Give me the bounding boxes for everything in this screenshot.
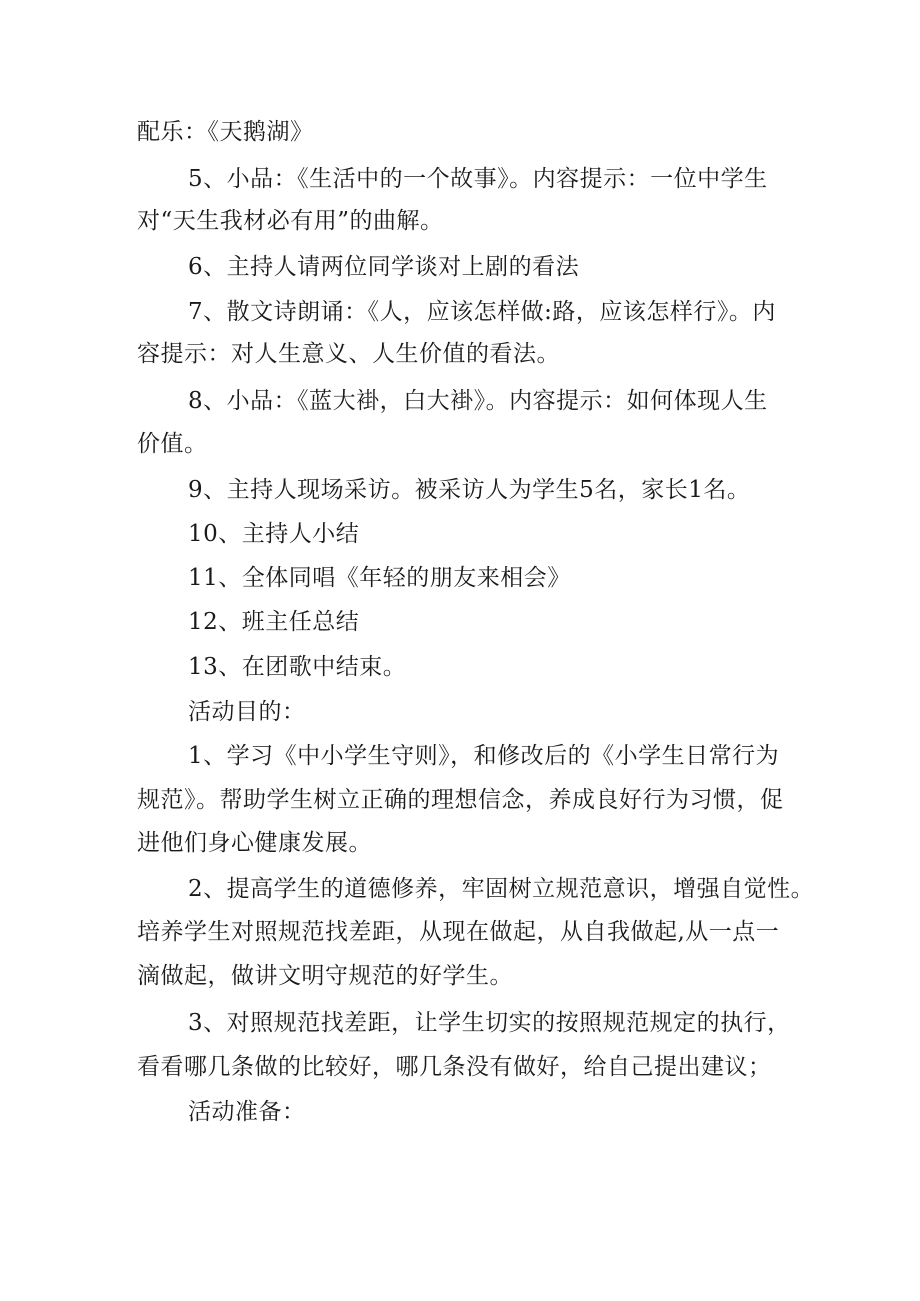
- text-line: 进他们身心健康发展。: [137, 830, 372, 856]
- text-line: 配乐：《天鹅湖》: [137, 119, 314, 145]
- text-line: 2、提高学生的道德修养，牢固树立规范意识，增强自觉性。: [188, 876, 815, 902]
- text-line: 5、小品：《生活中的一个故事》。内容提示：一位中学生: [188, 166, 768, 192]
- text-line: 3、对照规范找差距，让学生切实的按照规范规定的执行，: [188, 1010, 791, 1036]
- text-line: 容提示：对人生意义、人生价值的看法。: [137, 341, 560, 367]
- text-line: 对“天生我材必有用”的曲解。: [137, 208, 444, 234]
- text-line: 1、学习《中小学生守则》，和修改后的《小学生日常行为: [188, 743, 780, 769]
- text-line: 11、全体同唱《年轻的朋友来相会》: [188, 565, 571, 591]
- text-line: 8、小品：《蓝大褂，白大褂》。内容提示：如何体现人生: [188, 388, 768, 414]
- text-line: 6、主持人请两位同学谈对上剧的看法: [188, 254, 580, 280]
- text-line: 13、在团歌中结束。: [188, 654, 407, 680]
- text-line: 滴做起，做讲文明守规范的好学生。: [137, 963, 513, 989]
- text-line: 看看哪几条做的比较好，哪几条没有做好，给自己提出建议；: [137, 1054, 772, 1080]
- text-line: 培养学生对照规范找差距，从现在做起，从自我做起,从一点一: [137, 919, 780, 945]
- text-line: 10、主持人小结: [188, 521, 360, 547]
- text-line: 7、散文诗朗诵：《人，应该怎样做:路，应该怎样行》。内: [188, 299, 776, 325]
- section-heading: 活动准备：: [188, 1099, 306, 1125]
- text-line: 12、班主任总结: [188, 609, 360, 635]
- text-line: 规范》。帮助学生树立正确的理想信念，养成良好行为习惯，促: [137, 787, 784, 813]
- text-line: 9、主持人现场采访。被采访人为学生5名，家长1名。: [188, 477, 751, 503]
- section-heading: 活动目的：: [188, 699, 306, 725]
- text-line: 价值。: [137, 431, 208, 457]
